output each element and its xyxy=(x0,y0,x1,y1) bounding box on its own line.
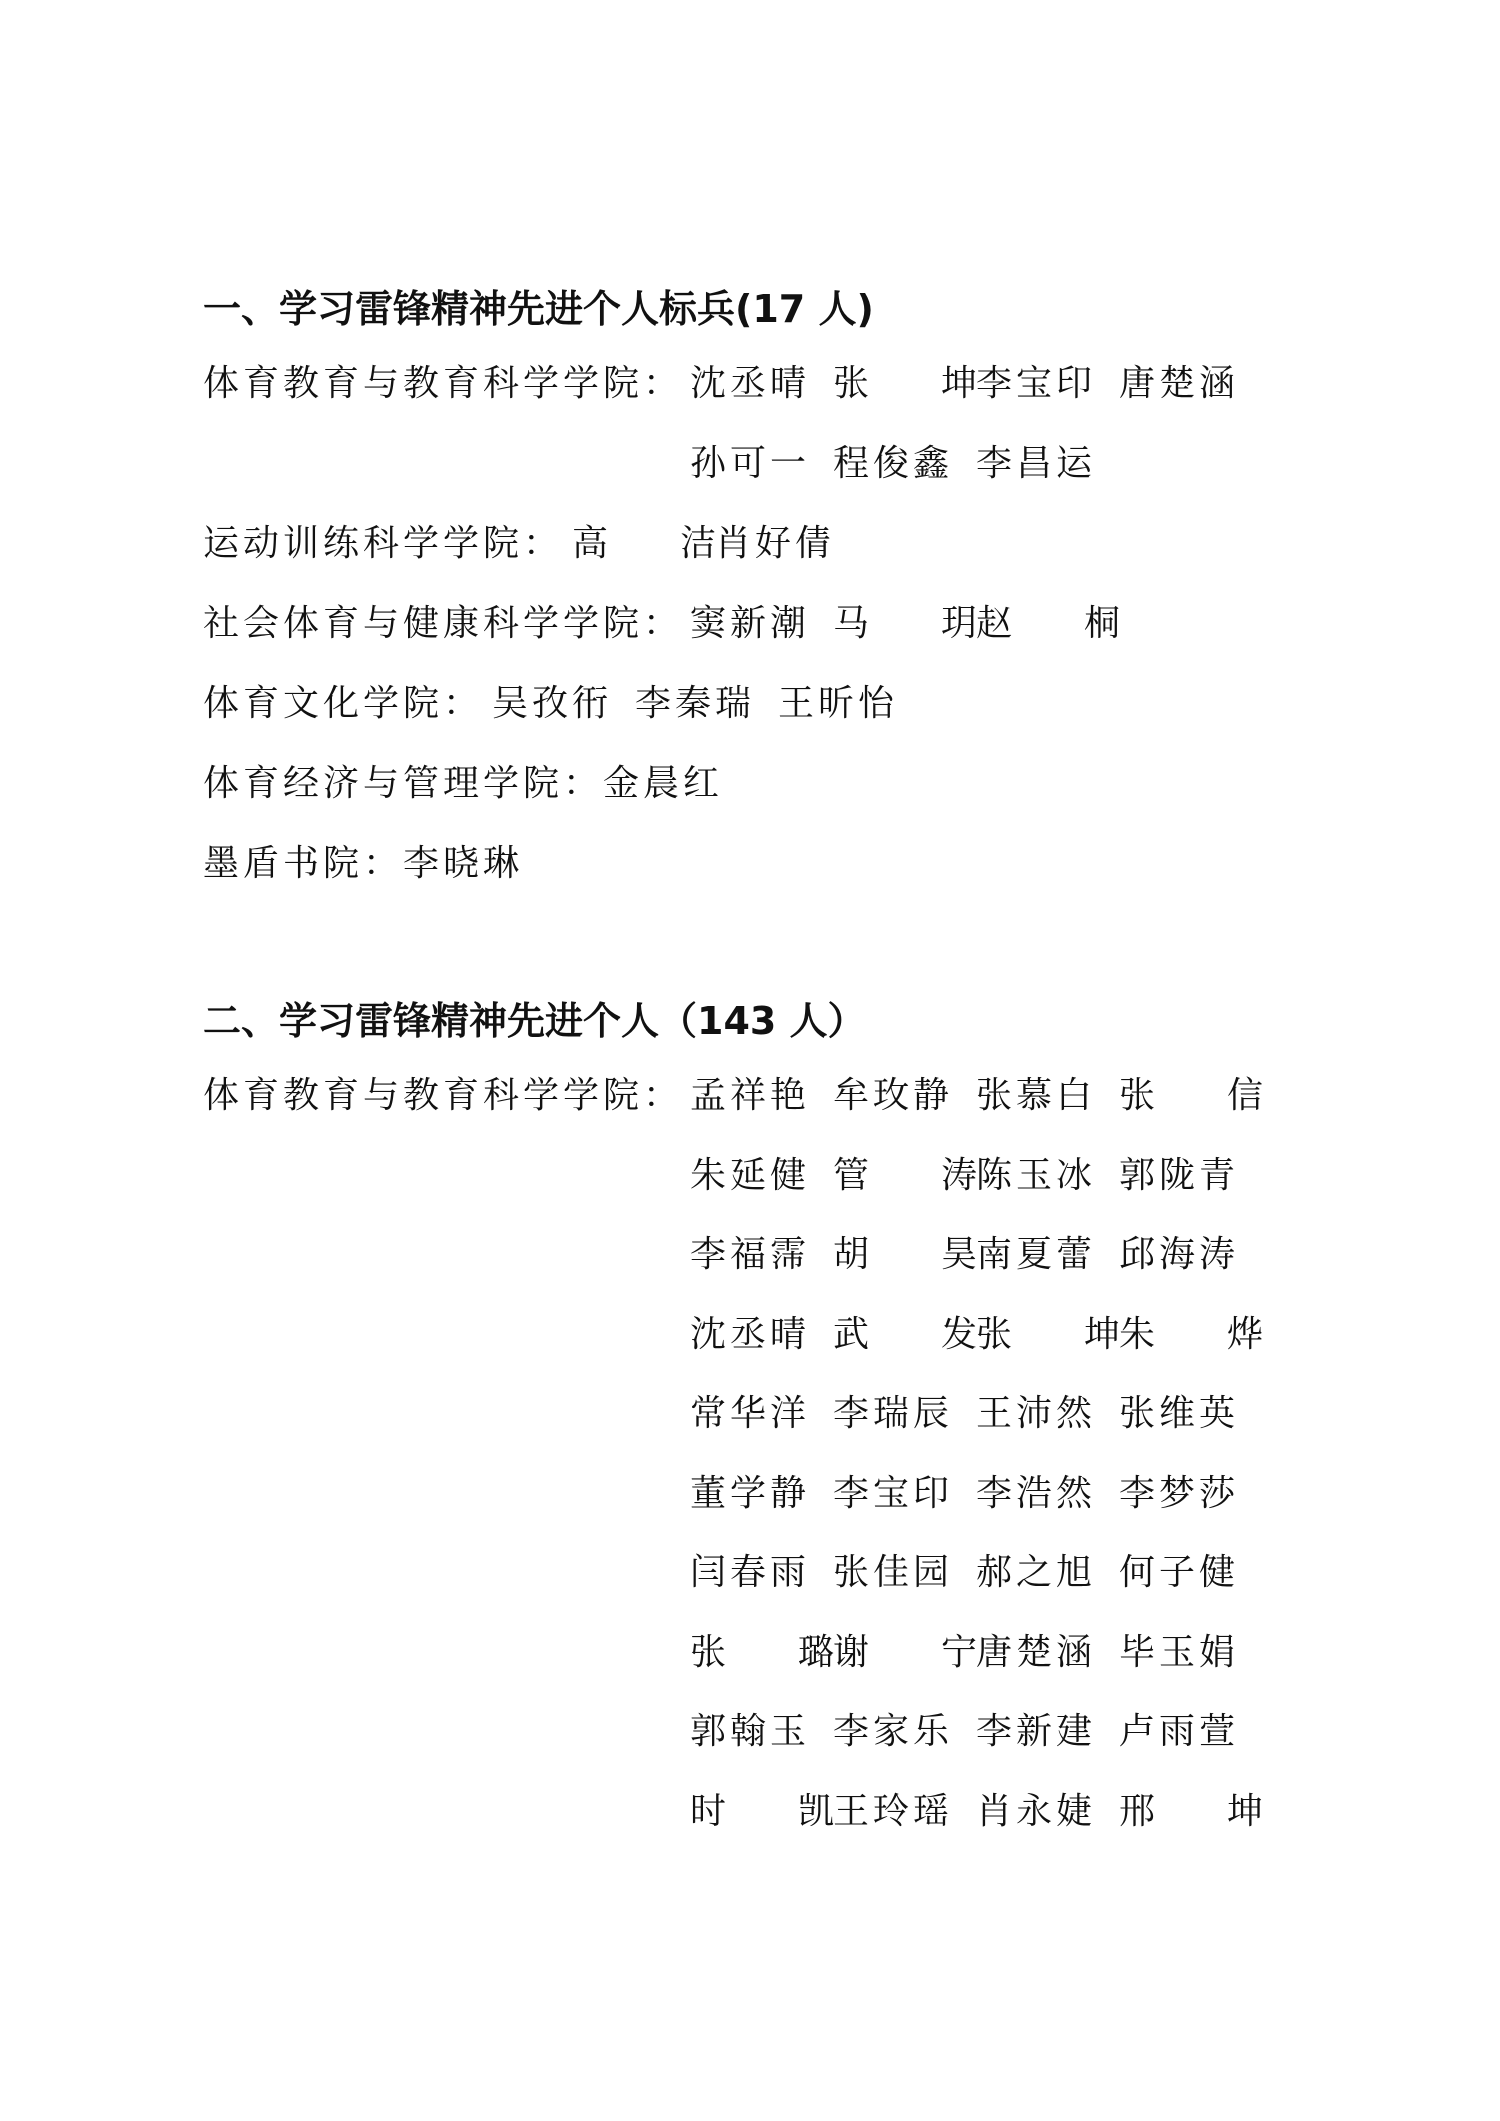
person-name: 唐楚涵 xyxy=(1119,363,1240,404)
person-name: 李新建 xyxy=(976,1711,1097,1752)
person-name: 何子健 xyxy=(1119,1552,1240,1593)
name-row xyxy=(690,363,1262,404)
college-label: 体育经济与管理学院： xyxy=(203,763,604,804)
college-label: 墨盾书院： xyxy=(203,843,404,884)
person-name: 张佳园 xyxy=(833,1552,954,1593)
name-row xyxy=(690,1473,1262,1514)
person-name: 李瑞辰 xyxy=(833,1393,954,1434)
person-name: 毕玉娟 xyxy=(1119,1632,1240,1673)
person-name: 管 涛 xyxy=(833,1155,978,1196)
person-name: 张 璐 xyxy=(690,1632,835,1673)
college-line xyxy=(203,683,484,724)
person-name: 郝之旭 xyxy=(976,1552,1097,1593)
person-name: 张维英 xyxy=(1119,1393,1240,1434)
person-name: 李宝印 xyxy=(833,1473,954,1514)
person-name: 陈玉冰 xyxy=(976,1155,1097,1196)
person-name: 邱海涛 xyxy=(1119,1234,1240,1275)
person-name: 张 坤 xyxy=(833,363,978,404)
section-1-heading: 一、学习雷锋精神先进个人标兵(17 人) xyxy=(203,287,874,331)
person-name: 邢 坤 xyxy=(1119,1791,1264,1832)
person-name: 闫春雨 xyxy=(690,1552,811,1593)
person-name: 朱延健 xyxy=(690,1155,811,1196)
college-line xyxy=(203,523,564,564)
college-line xyxy=(203,603,684,644)
name-row xyxy=(492,683,921,724)
person-name: 马 玥 xyxy=(833,603,978,644)
college-line xyxy=(203,763,746,804)
college-line xyxy=(203,843,546,884)
person-name: 金晨红 xyxy=(603,763,724,804)
person-name: 郭陇青 xyxy=(1119,1155,1240,1196)
person-name: 张 坤 xyxy=(976,1314,1121,1355)
person-name: 孙可一 xyxy=(690,443,811,484)
person-name: 吴孜衎 xyxy=(492,683,613,724)
person-name: 朱 烨 xyxy=(1119,1314,1264,1355)
college-label: 体育文化学院： xyxy=(203,683,484,724)
name-row xyxy=(690,1155,1262,1196)
person-name: 沈丞晴 xyxy=(690,1314,811,1355)
name-row xyxy=(690,1075,1264,1116)
person-name: 沈丞晴 xyxy=(690,363,811,404)
person-name: 卢雨萱 xyxy=(1119,1711,1240,1752)
person-name: 张慕白 xyxy=(976,1075,1097,1116)
college-line xyxy=(203,1075,684,1116)
person-name: 王昕怡 xyxy=(778,683,899,724)
person-name: 常华洋 xyxy=(690,1393,811,1434)
person-name: 时 凯 xyxy=(690,1791,835,1832)
person-name: 李昌运 xyxy=(976,443,1097,484)
person-name: 赵 桐 xyxy=(976,603,1121,644)
person-name: 郭翰玉 xyxy=(690,1711,811,1752)
name-row xyxy=(690,1632,1262,1673)
person-name: 南夏蕾 xyxy=(976,1234,1097,1275)
section-2-heading: 二、学习雷锋精神先进个人（143 人） xyxy=(203,999,866,1043)
person-name: 孟祥艳 xyxy=(690,1075,811,1116)
college-label: 体育教育与教育科学学院： xyxy=(203,1075,684,1116)
name-row xyxy=(690,1393,1262,1434)
person-name: 李浩然 xyxy=(976,1473,1097,1514)
college-line xyxy=(203,363,684,404)
name-row xyxy=(690,443,1119,484)
name-row xyxy=(690,1552,1262,1593)
name-row xyxy=(690,603,1121,644)
name-row xyxy=(572,523,858,564)
person-name: 张 信 xyxy=(1119,1075,1264,1116)
person-name: 窦新潮 xyxy=(690,603,811,644)
name-row xyxy=(690,1711,1262,1752)
college-label: 体育教育与教育科学学院： xyxy=(203,363,684,404)
person-name: 肖永婕 xyxy=(976,1791,1097,1832)
person-name: 肖好倩 xyxy=(715,523,836,564)
person-name: 李福霈 xyxy=(690,1234,811,1275)
person-name: 李家乐 xyxy=(833,1711,954,1752)
person-name: 程俊鑫 xyxy=(833,443,954,484)
person-name: 高 洁 xyxy=(572,523,717,564)
person-name: 牟玫静 xyxy=(833,1075,954,1116)
person-name: 李宝印 xyxy=(976,363,1097,404)
person-name: 武 发 xyxy=(833,1314,978,1355)
person-name: 谢 宁 xyxy=(833,1632,978,1673)
person-name: 王沛然 xyxy=(976,1393,1097,1434)
name-row xyxy=(690,1791,1264,1832)
college-label: 运动训练科学学院： xyxy=(203,523,564,564)
college-label: 社会体育与健康科学学院： xyxy=(203,603,684,644)
person-name: 胡 昊 xyxy=(833,1234,978,1275)
person-name: 李梦莎 xyxy=(1119,1473,1240,1514)
person-name: 王玲瑶 xyxy=(833,1791,954,1832)
person-name: 唐楚涵 xyxy=(976,1632,1097,1673)
person-name: 李秦瑞 xyxy=(635,683,756,724)
person-name: 李晓琳 xyxy=(403,843,524,884)
name-row xyxy=(690,1314,1264,1355)
person-name: 董学静 xyxy=(690,1473,811,1514)
name-row xyxy=(690,1234,1262,1275)
